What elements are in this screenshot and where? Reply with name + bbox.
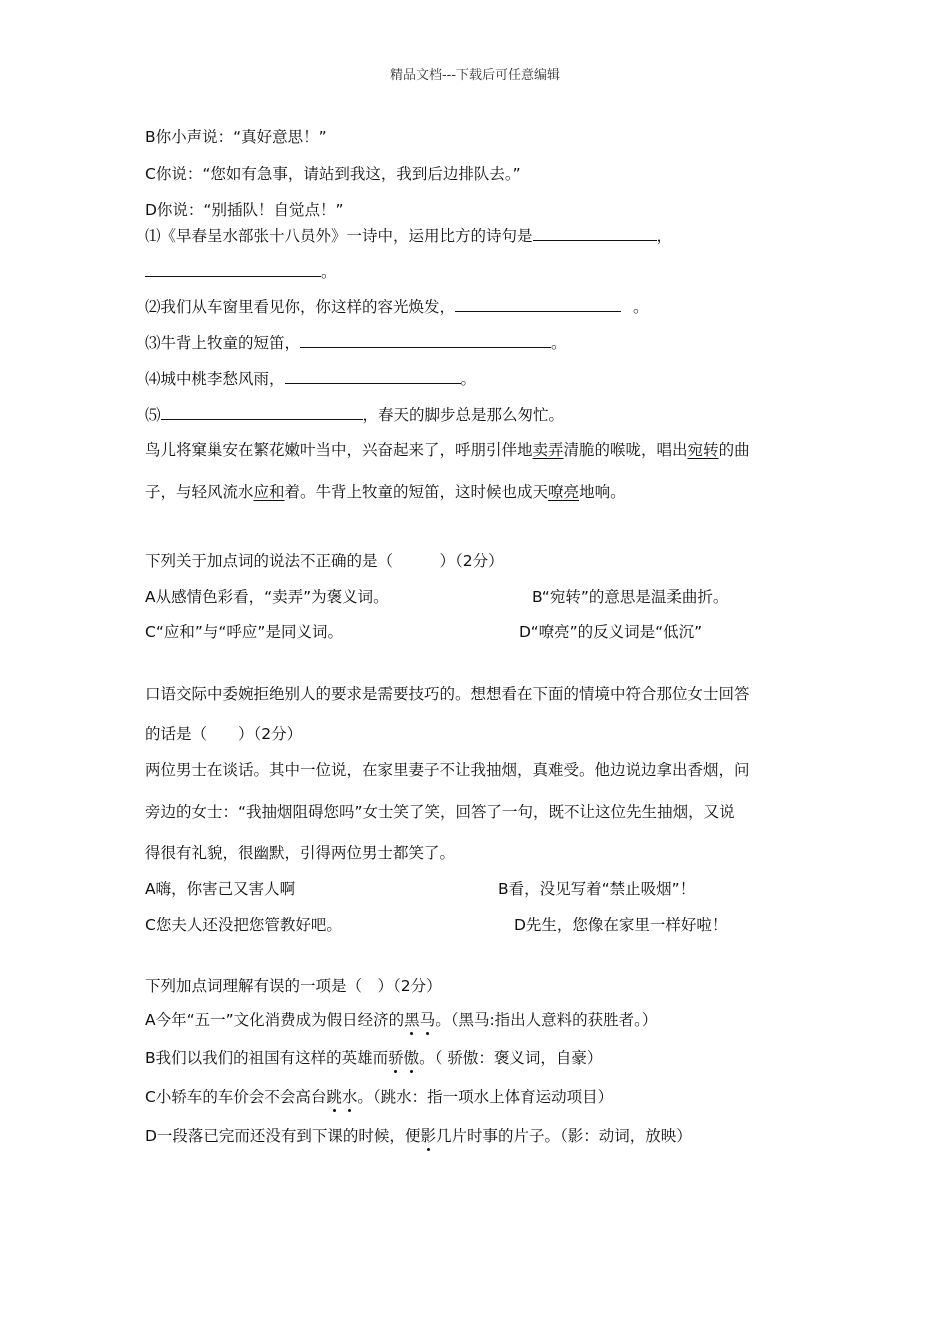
question-2 bbox=[145, 297, 649, 317]
dotted-char: 傲 bbox=[403, 1049, 420, 1067]
option-b: B看，没见写着“禁止吸烟”！ bbox=[498, 880, 696, 898]
option-d: D“嘹亮”的反义词是“低沉” bbox=[519, 623, 703, 641]
option-c: C您夫人还没把您管教好吧。 bbox=[145, 916, 342, 934]
last-question: 下列加点词理解有误的一项是（ ）（2分） bbox=[145, 977, 442, 995]
option-d: D先生，您像在家里一样好啦！ bbox=[514, 916, 728, 934]
punctuation: ， bbox=[656, 227, 673, 245]
passage-text: 清脆的喉咙，唱出 bbox=[563, 441, 688, 459]
passage-text: 的曲 bbox=[718, 441, 750, 459]
option-text: 几片时事的片子。（影：动词，放映） bbox=[435, 1127, 692, 1145]
option-a: A嗨，你害己又害人啊 bbox=[145, 880, 296, 898]
dotted-char: 黑 bbox=[404, 1011, 420, 1029]
option-d-line: D你说：“别插队！自觉点！” bbox=[145, 201, 344, 219]
oral-question-line-2: 的话是（ ）（2分） bbox=[145, 725, 303, 743]
question-1-text: ⑴《早春呈水部张十八员外》一诗中，运用比方的诗句是 bbox=[145, 227, 533, 245]
last-option-a bbox=[145, 1010, 657, 1030]
dotted-char: 骄 bbox=[388, 1049, 404, 1067]
question-5 bbox=[145, 405, 564, 425]
passage-line-2 bbox=[145, 482, 626, 502]
passage-text: 鸟儿将窠巢安在繁花嫩叶当中，兴奋起来了，呼朋引伴地 bbox=[145, 441, 533, 459]
passage-line-1 bbox=[145, 440, 750, 460]
answer-blank[interactable] bbox=[285, 369, 461, 384]
question-3 bbox=[145, 333, 567, 353]
dotted-char: 影 bbox=[420, 1127, 436, 1145]
page-header: 精品文档---下载后可任意编辑 bbox=[389, 68, 561, 83]
dotted-char: 水 bbox=[341, 1088, 358, 1106]
dotted-char: 跳 bbox=[326, 1088, 342, 1106]
story-line-1: 两位男士在谈话。其中一位说，在家里妻子不让我抽烟，真难受。他边说边拿出香烟，问 bbox=[145, 761, 750, 779]
option-text: A今年“五一”文化消费成为假日经济的 bbox=[145, 1011, 405, 1029]
story-line-3: 得很有礼貌，很幽默，引得两位男士都笑了。 bbox=[145, 844, 456, 862]
answer-blank[interactable] bbox=[300, 333, 551, 348]
punctuation: 。 bbox=[321, 263, 337, 281]
question-1 bbox=[145, 226, 672, 246]
last-option-d bbox=[145, 1126, 692, 1146]
question-dotted-words: 下列关于加点词的说法不正确的是（ ）（2分） bbox=[145, 552, 504, 570]
option-text: C小轿车的车价会不会高台 bbox=[145, 1088, 327, 1106]
question-2-text: ⑵我们从车窗里看见你，你这样的容光焕发， bbox=[145, 298, 456, 316]
question-3-text: ⑶牛背上牧童的短笛， bbox=[145, 334, 301, 352]
question-5-number: ⑸ bbox=[145, 406, 161, 424]
option-text: 。（ 骄傲：褒义词，自豪） bbox=[419, 1049, 603, 1067]
passage-text: 着。牛背上牧童的短笛，这时候也成天 bbox=[284, 483, 549, 501]
question-5-text: ，春天的脚步总是那么匆忙。 bbox=[362, 406, 565, 424]
question-1-continued bbox=[145, 262, 337, 282]
option-text: 。（黑马:指出人意料的获胜者。） bbox=[435, 1011, 658, 1029]
last-option-c bbox=[145, 1087, 613, 1107]
option-c: C“应和”与“呼应”是同义词。 bbox=[145, 623, 343, 641]
option-b-line: B你小声说：“真好意思！” bbox=[145, 128, 327, 146]
passage-text: 地响。 bbox=[579, 483, 626, 501]
answer-blank[interactable] bbox=[145, 262, 321, 277]
dotted-char: 马 bbox=[419, 1011, 436, 1029]
option-text: 。（跳水：指一项水上体育运动项目） bbox=[357, 1088, 614, 1106]
last-option-b bbox=[145, 1048, 602, 1068]
option-text: B我们以我们的祖国有这样的英雄而 bbox=[145, 1049, 389, 1067]
option-b: B“宛转”的意思是温柔曲折。 bbox=[532, 588, 729, 606]
passage-text: 子，与轻风流水 bbox=[145, 483, 254, 501]
answer-blank[interactable] bbox=[533, 226, 657, 241]
underlined-word: 嘹亮 bbox=[548, 483, 580, 501]
underlined-word: 卖弄 bbox=[532, 441, 564, 459]
underlined-word: 宛转 bbox=[687, 441, 719, 459]
option-c-line: C你说：“您如有急事，请站到我这，我到后边排队去。” bbox=[145, 165, 521, 183]
story-line-2: 旁边的女士：“我抽烟阻碍您吗”女士笑了笑，回答了一句，既不让这位先生抽烟，又说 bbox=[145, 803, 735, 821]
punctuation: 。 bbox=[460, 370, 477, 388]
question-4-text: ⑷城中桃李愁风雨， bbox=[145, 370, 285, 388]
question-4 bbox=[145, 369, 476, 389]
oral-question-line-1: 口语交际中委婉拒绝别人的要求是需要技巧的。想想看在下面的情境中符合那位女士回答 bbox=[145, 685, 750, 703]
punctuation: 。 bbox=[551, 334, 567, 352]
underlined-word: 应和 bbox=[253, 483, 285, 501]
answer-blank[interactable] bbox=[455, 297, 621, 312]
option-a: A从感情色彩看，“卖弄”为褒义词。 bbox=[145, 588, 389, 606]
option-text: D一段落已完而还没有到下课的时候，便 bbox=[145, 1127, 421, 1145]
punctuation: 。 bbox=[633, 298, 649, 316]
answer-blank[interactable] bbox=[161, 405, 363, 420]
